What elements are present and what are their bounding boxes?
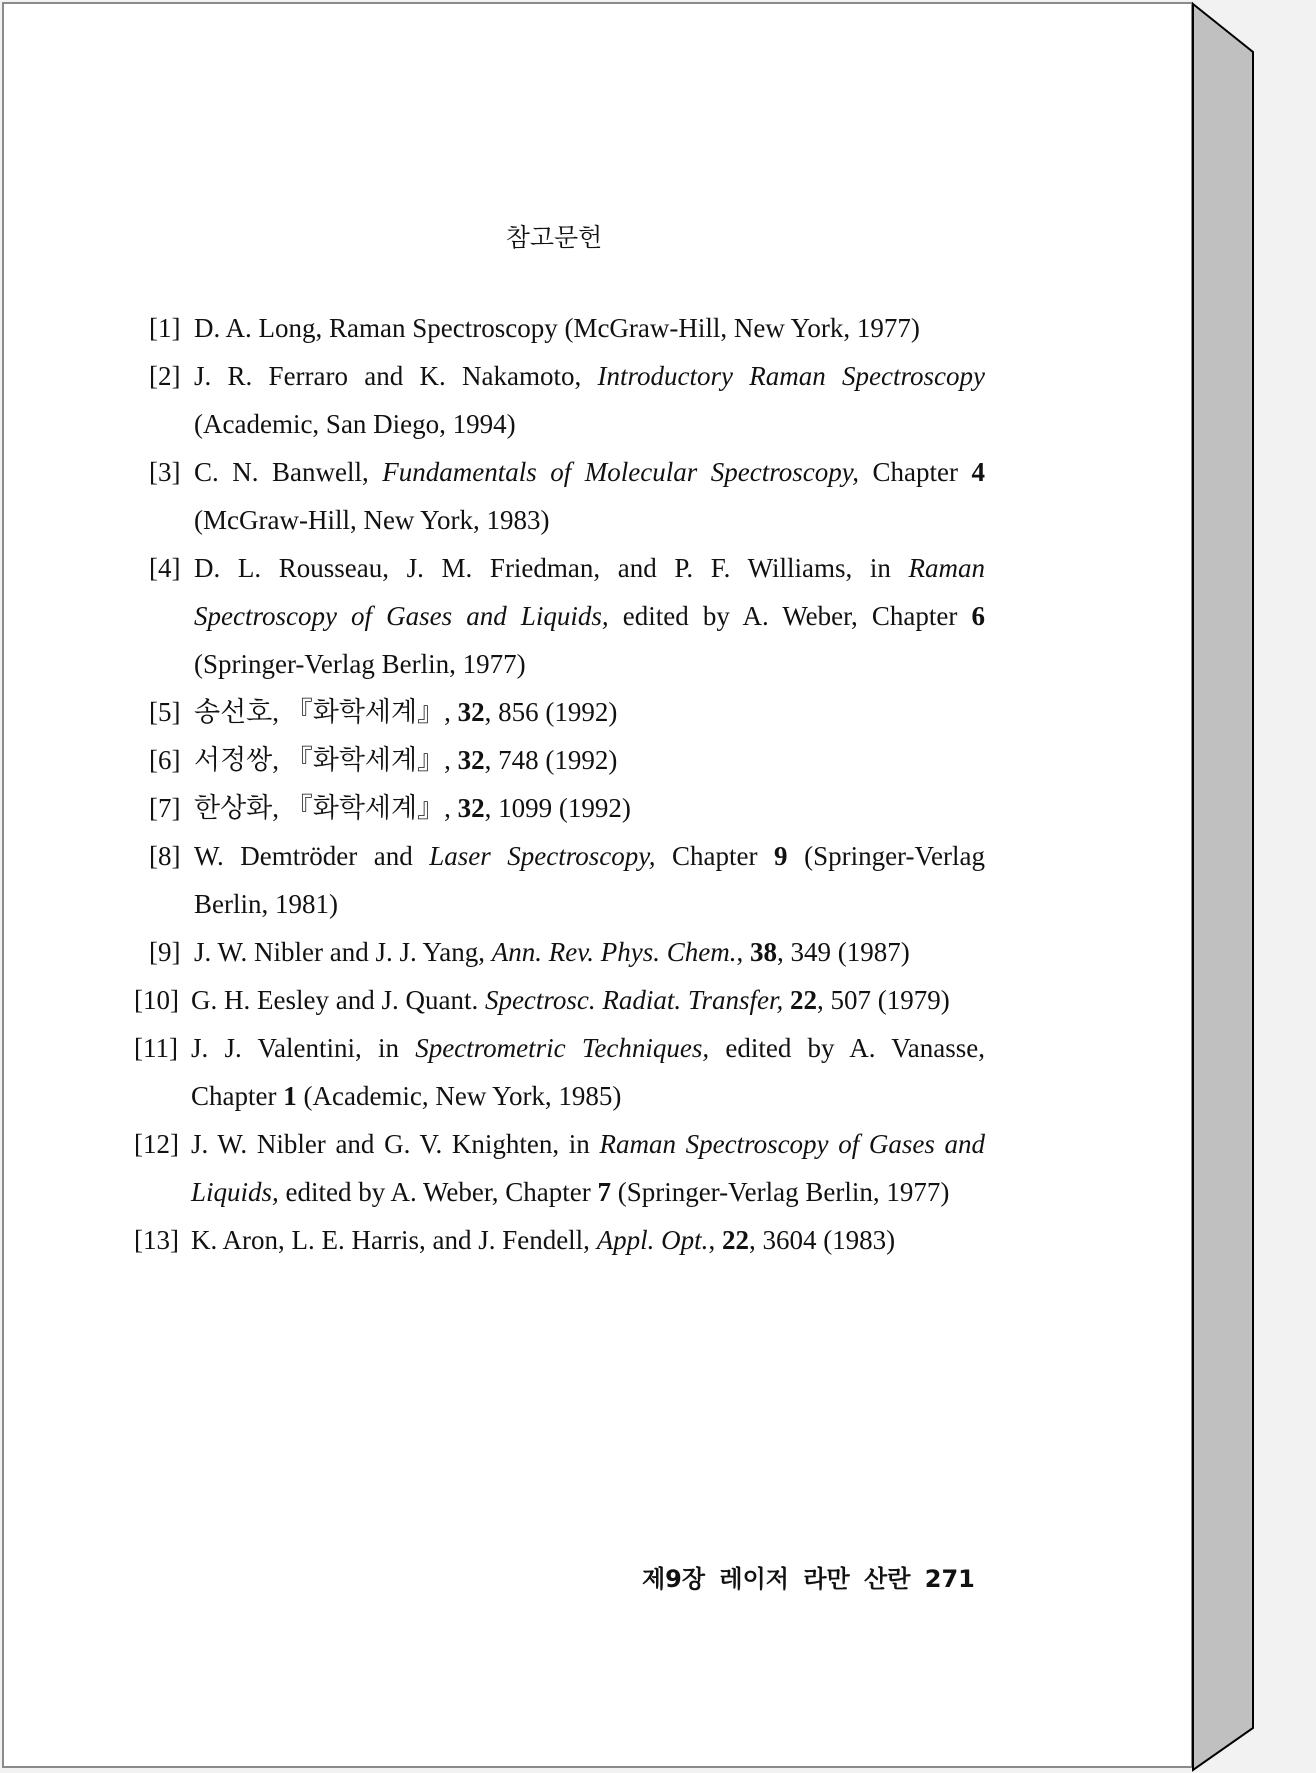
reference-text: J. J. Valentini, in	[191, 1033, 416, 1063]
reference-text: J. R. Ferraro and K. Nakamoto,	[194, 361, 598, 391]
reference-number: [2]	[149, 361, 181, 391]
reference-number: [6]	[149, 745, 181, 775]
reference-volume: 4	[971, 457, 985, 487]
reference-number: [9]	[149, 937, 181, 967]
reference-number: [10]	[134, 985, 179, 1015]
reference-text: , 349 (1987)	[776, 937, 910, 967]
reference-number: [3]	[149, 457, 181, 487]
reference-text: 한상화, 『화학세계』,	[194, 793, 458, 823]
reference-volume: 32	[457, 745, 485, 775]
reference-volume: 32	[457, 793, 485, 823]
reference-volume: 38	[749, 937, 777, 967]
reference-volume: 1	[283, 1081, 297, 1111]
reference-text: 송선호, 『화학세계』,	[194, 697, 458, 727]
reference-volume: 6	[971, 601, 985, 631]
reference-text: edited by A. Vanasse, Chapter	[191, 1033, 986, 1111]
reference-text: Chapter	[655, 841, 775, 871]
reference-text: , 1099 (1992)	[484, 793, 631, 823]
reference-volume: 22	[789, 985, 817, 1015]
reference-text: 서정쌍, 『화학세계』,	[194, 745, 458, 775]
reference-number: [4]	[149, 553, 181, 583]
reference-text: (McGraw-Hill, New York, 1983)	[194, 505, 550, 535]
reference-title: Spectrosc. Radiat. Transfer,	[484, 985, 784, 1015]
reference-text: C. N. Banwell,	[194, 457, 383, 487]
reference-number: [7]	[149, 793, 181, 823]
reference-text: (Springer-Verlag Berlin, 1981)	[194, 841, 985, 919]
reference-title: Introductory Raman Spectroscopy	[597, 361, 985, 391]
reference-title: Fundamentals of Molecular Spectroscopy,	[382, 457, 859, 487]
reference-text: (Academic, New York, 1985)	[296, 1081, 622, 1111]
reference-text: , 856 (1992)	[484, 697, 618, 727]
reference-volume: 22	[721, 1225, 749, 1255]
reference-text: G. H. Eesley and J. Quant.	[191, 985, 485, 1015]
reference-volume: 7	[597, 1177, 611, 1207]
page-footer: 제9장 레이저 라만 산란 271	[642, 1565, 975, 1593]
reference-text: , 507 (1979)	[816, 985, 950, 1015]
reference-text: edited by A. Weber, Chapter	[278, 1177, 598, 1207]
reference-text: edited by A. Weber, Chapter	[608, 601, 972, 631]
reference-text: (Academic, San Diego, 1994)	[194, 409, 516, 439]
page-title: 참고문헌	[505, 223, 603, 252]
reference-number: [11]	[134, 1033, 178, 1063]
reference-text: W. Demtröder and	[194, 841, 430, 871]
reference-number: [12]	[134, 1129, 179, 1159]
reference-number: [5]	[149, 697, 181, 727]
reference-number: [1]	[149, 313, 181, 343]
reference-text: ,	[736, 937, 750, 967]
reference-title: Spectrometric Techniques,	[415, 1033, 710, 1063]
reference-title: Appl. Opt.	[596, 1225, 709, 1255]
reference-text: D. L. Rousseau, J. M. Friedman, and P. F. Williams, in	[194, 553, 909, 583]
reference-title: Ann. Rev. Phys. Chem.	[491, 937, 737, 967]
reference-text: (Springer-Verlag Berlin, 1977)	[194, 649, 526, 679]
reference-text: Chapter	[858, 457, 972, 487]
reference-text: J. W. Nibler and G. V. Knighten, in	[191, 1129, 600, 1159]
reference-text: K. Aron, L. E. Harris, and J. Fendell,	[191, 1225, 597, 1255]
reference-text: , 748 (1992)	[484, 745, 618, 775]
reference-volume: 9	[774, 841, 788, 871]
reference-number: [8]	[149, 841, 181, 871]
reference-volume: 32	[457, 697, 485, 727]
reference-text: ,	[708, 1225, 722, 1255]
reference-title: Laser Spectroscopy,	[429, 841, 656, 871]
reference-text: D. A. Long, Raman Spectroscopy (McGraw-Hill, New York, 1977)	[194, 313, 920, 343]
reference-text: J. W. Nibler and J. J. Yang,	[194, 937, 492, 967]
reference-text: (Springer-Verlag Berlin, 1977)	[610, 1177, 950, 1207]
reference-number: [13]	[134, 1225, 179, 1255]
reference-text: , 3604 (1983)	[748, 1225, 896, 1255]
reference-title: Raman Spectroscopy of Gases and Liquids,	[191, 1129, 985, 1207]
reference-title: Raman Spectroscopy of Gases and Liquids,	[194, 553, 985, 631]
